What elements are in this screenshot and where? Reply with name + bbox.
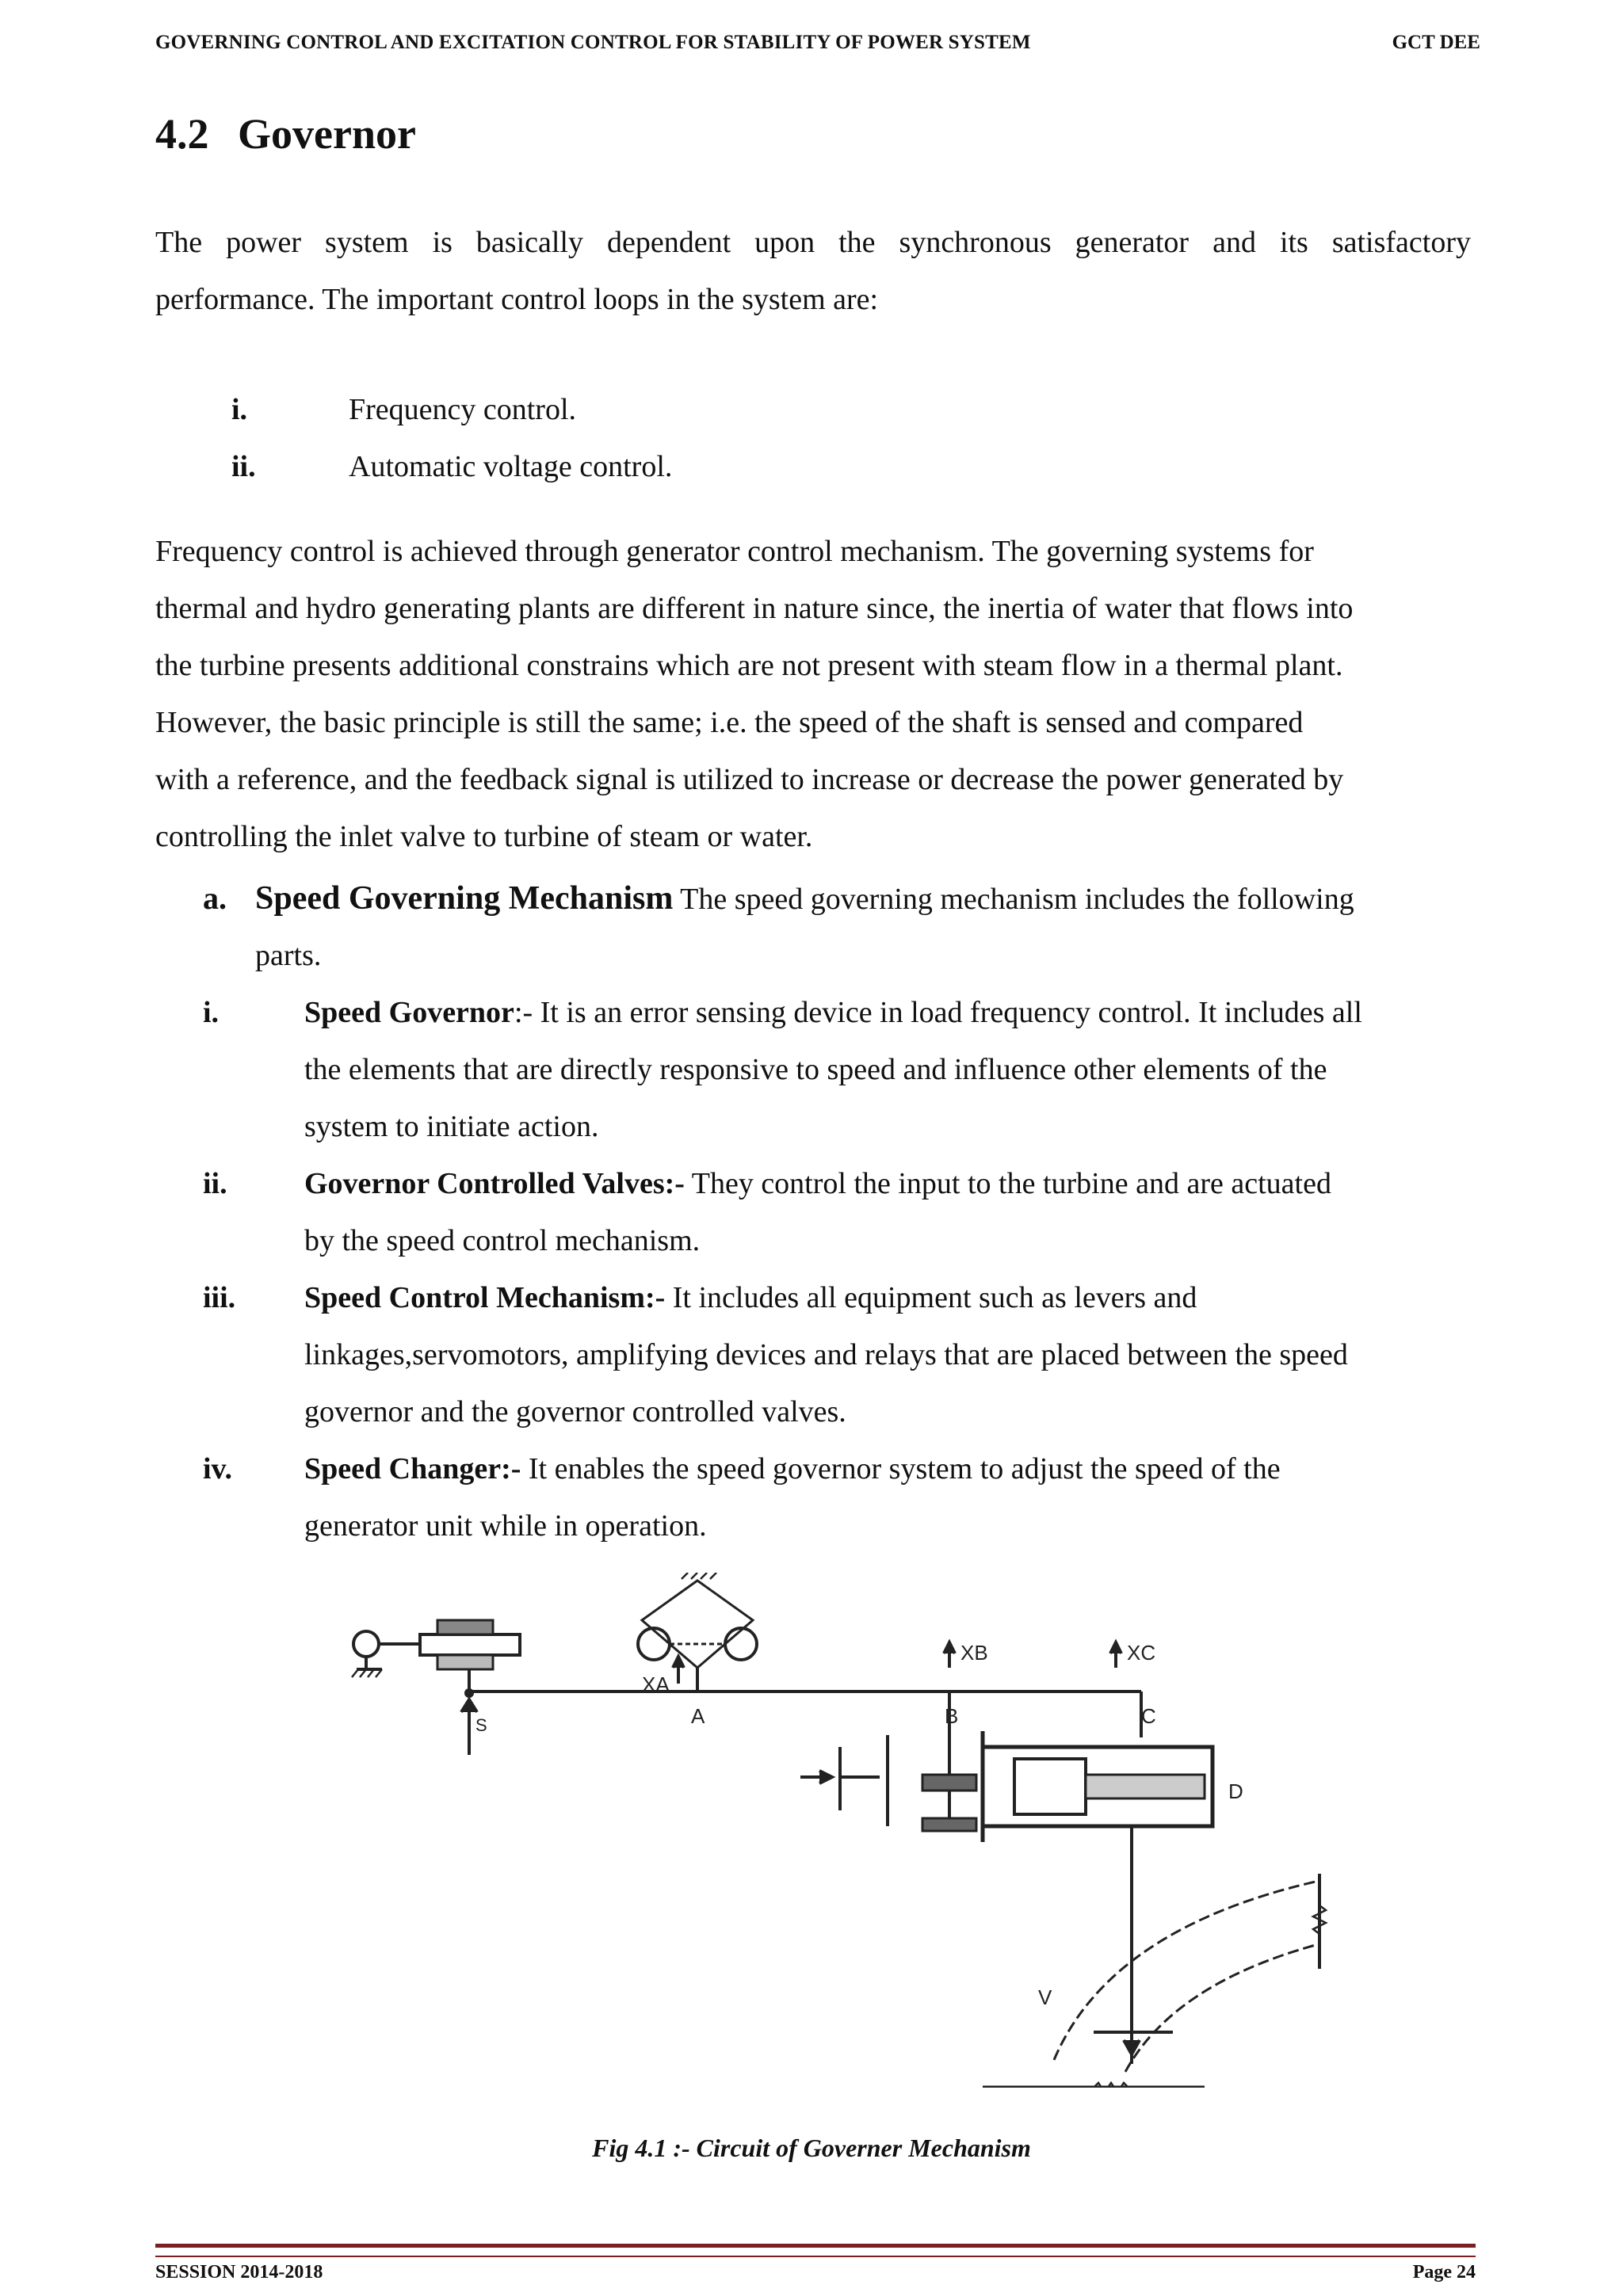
servomotor-piston [1014, 1759, 1086, 1814]
part-text-1: :- It is an error sensing device in load frequency control. It includes all [514, 996, 1362, 1029]
loop-num-2: ii. [231, 450, 256, 483]
header-dept: GCT DEE [1392, 32, 1480, 53]
part-item-3 [304, 1269, 1493, 1440]
footer-divider [155, 2244, 1476, 2257]
part-num-3: iii. [203, 1281, 236, 1314]
subsection-a-text: The speed governing mechanism includes the following [673, 883, 1354, 916]
part-item-2 [304, 1155, 1493, 1269]
part-text-3: It includes all equipment such as levers and [665, 1281, 1197, 1314]
frequency-paragraph [155, 523, 1503, 865]
intro-line-1: The power system is basically dependent upon the synchronous generator and its satisfactory [155, 226, 1471, 259]
part-num-1: i. [203, 996, 220, 1029]
freq-line: with a reference, and the feedback signal is utilized to increase or decrease the power generated by [155, 763, 1344, 796]
part-line: linkages,servomotors, amplifying devices and relays that are placed between the speed [304, 1338, 1348, 1371]
flyball-right [725, 1628, 757, 1660]
speed-changer-rod [420, 1634, 520, 1655]
section-title: Governor [238, 110, 416, 158]
freq-line: However, the basic principle is still the same; i.e. the speed of the shaft is sensed and compared [155, 706, 1304, 739]
flyball-governor-frame [642, 1581, 753, 1668]
part-line: system to initiate action. [304, 1110, 599, 1143]
label-d: D [1228, 1779, 1243, 1803]
header-title: GOVERNING CONTROL AND EXCITATION CONTROL FOR STABILITY OF POWER SYSTEM [155, 32, 1031, 53]
section-number: 4.2 [155, 110, 209, 158]
loop-num-1: i. [231, 393, 248, 426]
label-c: C [1141, 1704, 1156, 1728]
pilot-valve-upper [922, 1775, 976, 1791]
part-num-2: ii. [203, 1167, 227, 1200]
label-v: V [1038, 1985, 1052, 2009]
part-line: generator unit while in operation. [304, 1509, 707, 1543]
figure-caption: Fig 4.1 :- Circuit of Governer Mechanism [592, 2134, 1031, 2162]
pilot-valve-lower [922, 1818, 976, 1831]
section-heading [155, 109, 416, 158]
part-num-4: iv. [203, 1452, 232, 1486]
part-title-3: Speed Control Mechanism:- [304, 1281, 666, 1314]
label-s: S [475, 1715, 487, 1735]
label-xa: XA [642, 1672, 670, 1696]
part-item-1 [304, 984, 1493, 1155]
subsection-a-num: a. [203, 880, 227, 916]
speed-changer-knob [353, 1631, 379, 1657]
footer-session: SESSION 2014-2018 [155, 2262, 323, 2283]
freq-line: Frequency control is achieved through generator control mechanism. The governing systems for [155, 535, 1314, 568]
label-xc: XC [1127, 1641, 1156, 1665]
subsection-a-title: Speed Governing Mechanism [255, 880, 674, 917]
freq-line: thermal and hydro generating plants are different in nature since, the inertia of water that flows into [155, 592, 1354, 625]
label-xb: XB [960, 1641, 988, 1665]
subsection-a [203, 870, 1354, 928]
part-title-1: Speed Governor [304, 996, 514, 1029]
servomotor-rod [1086, 1775, 1205, 1798]
subsection-a-cont: parts. [255, 939, 322, 972]
part-title-2: Governor Controlled Valves:- [304, 1167, 685, 1200]
part-title-4: Speed Changer:- [304, 1452, 521, 1486]
part-item-4 [304, 1440, 1493, 1554]
freq-line: controlling the inlet valve to turbine of steam or water. [155, 820, 813, 853]
part-text-2: They control the input to the turbine and are actuated [684, 1167, 1331, 1200]
loop-text-1: Frequency control. [349, 393, 577, 426]
label-a: A [691, 1704, 705, 1728]
governor-mechanism-diagram [333, 1573, 1379, 2088]
freq-line: the turbine presents additional constrains which are not present with steam flow in a thermal plant. [155, 649, 1343, 682]
part-line: by the speed control mechanism. [304, 1224, 701, 1257]
penstock-outer [1054, 1882, 1316, 2060]
penstock-inner [1125, 1945, 1316, 2072]
part-line: the elements that are directly responsive to speed and influence other elements of the [304, 1053, 1327, 1086]
part-text-4: It enables the speed governor system to adjust the speed of the [521, 1452, 1281, 1486]
part-line: governor and the governor controlled valves. [304, 1395, 846, 1428]
loop-text-2: Automatic voltage control. [349, 450, 673, 483]
flyball-left [638, 1628, 670, 1660]
speed-changer-housing [437, 1620, 493, 1634]
footer-page-number: Page 24 [1412, 2262, 1476, 2283]
label-b: B [945, 1704, 959, 1728]
intro-line-2: performance. The important control loops in the system are: [155, 283, 879, 316]
intro-paragraph [155, 214, 1471, 328]
